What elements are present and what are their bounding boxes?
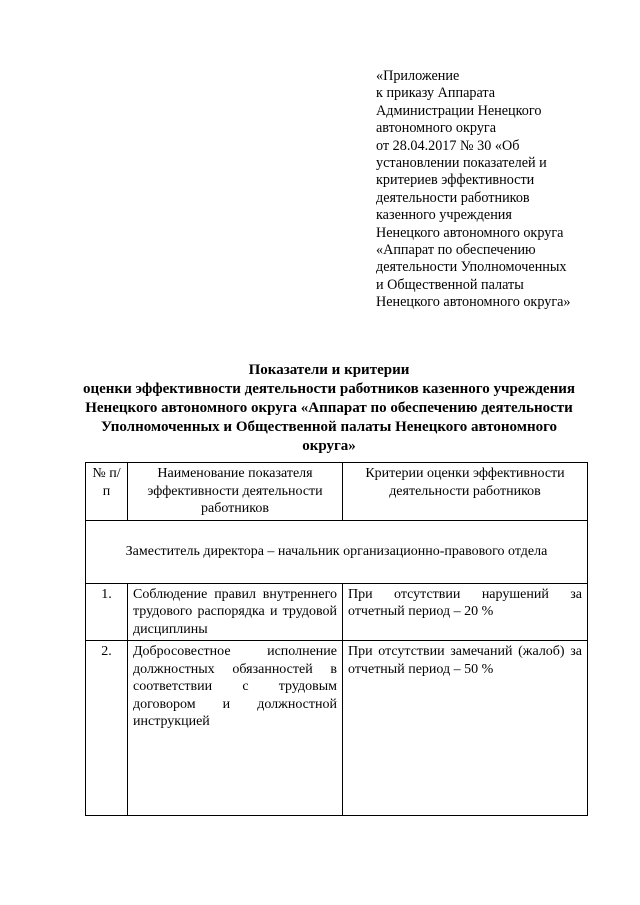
table-row <box>86 641 588 816</box>
appendix-line: деятельности работников <box>376 189 530 206</box>
header-indicator: Наименование показателя эффективности деятельности работников <box>128 463 343 521</box>
appendix-line: «Аппарат по обеспечению <box>376 242 536 259</box>
appendix-line: «Приложение <box>376 68 460 84</box>
row-criteria: При отсутствии нарушений за отчетный период – 20 % <box>343 583 588 641</box>
header-num: № п/п <box>86 463 128 521</box>
section-title: Заместитель директора – начальник организационно-правового отдела <box>86 520 588 583</box>
title-line: Ненецкого автономного округа «Аппарат по обеспечению деятельности <box>85 400 573 416</box>
row-num: 1. <box>86 583 128 641</box>
appendix-line: установлении показателей и <box>376 155 547 172</box>
row-criteria: При отсутствии замечаний (жалоб) за отчетный период – 50 % <box>343 641 588 816</box>
appendix-line: Администрации Ненецкого <box>376 102 542 119</box>
appendix-line: автономного округа <box>376 120 497 137</box>
appendix-line: к приказу Аппарата <box>376 85 496 102</box>
row-num: 2. <box>86 641 128 816</box>
appendix-line: критериев эффективности <box>376 172 535 189</box>
appendix-line: Ненецкого автономного округа <box>376 224 564 241</box>
row-indicator: Добросовестное исполнение должностных обязанностей в соответствии с трудовым договором и должностной инструкцией <box>128 641 343 816</box>
title-line: оценки эффективности деятельности работников казенного учреждения <box>83 381 575 397</box>
row-indicator: Соблюдение правил внутреннего трудового распорядка и трудовой дисциплины <box>128 583 343 641</box>
document-title <box>70 361 588 456</box>
appendix-line: Ненецкого автономного округа» <box>376 294 571 311</box>
title-line: Уполномоченных и Общественной палаты Ненецкого автономного <box>100 419 558 435</box>
table-row <box>86 583 588 641</box>
criteria-table <box>85 462 588 816</box>
appendix-line: деятельности Уполномоченных <box>376 259 567 276</box>
appendix-line: от 28.04.2017 № 30 «Об <box>376 137 520 154</box>
title-line: Показатели и критерии <box>248 362 410 378</box>
title-line: округа» <box>302 438 356 454</box>
appendix-reference <box>376 68 626 312</box>
header-criteria: Критерии оценки эффективности деятельности работников <box>343 463 588 521</box>
table-header-row <box>86 463 588 521</box>
appendix-line: казенного учреждения <box>376 207 512 224</box>
section-row <box>86 520 588 583</box>
appendix-line: и Общественной палаты <box>376 276 524 293</box>
